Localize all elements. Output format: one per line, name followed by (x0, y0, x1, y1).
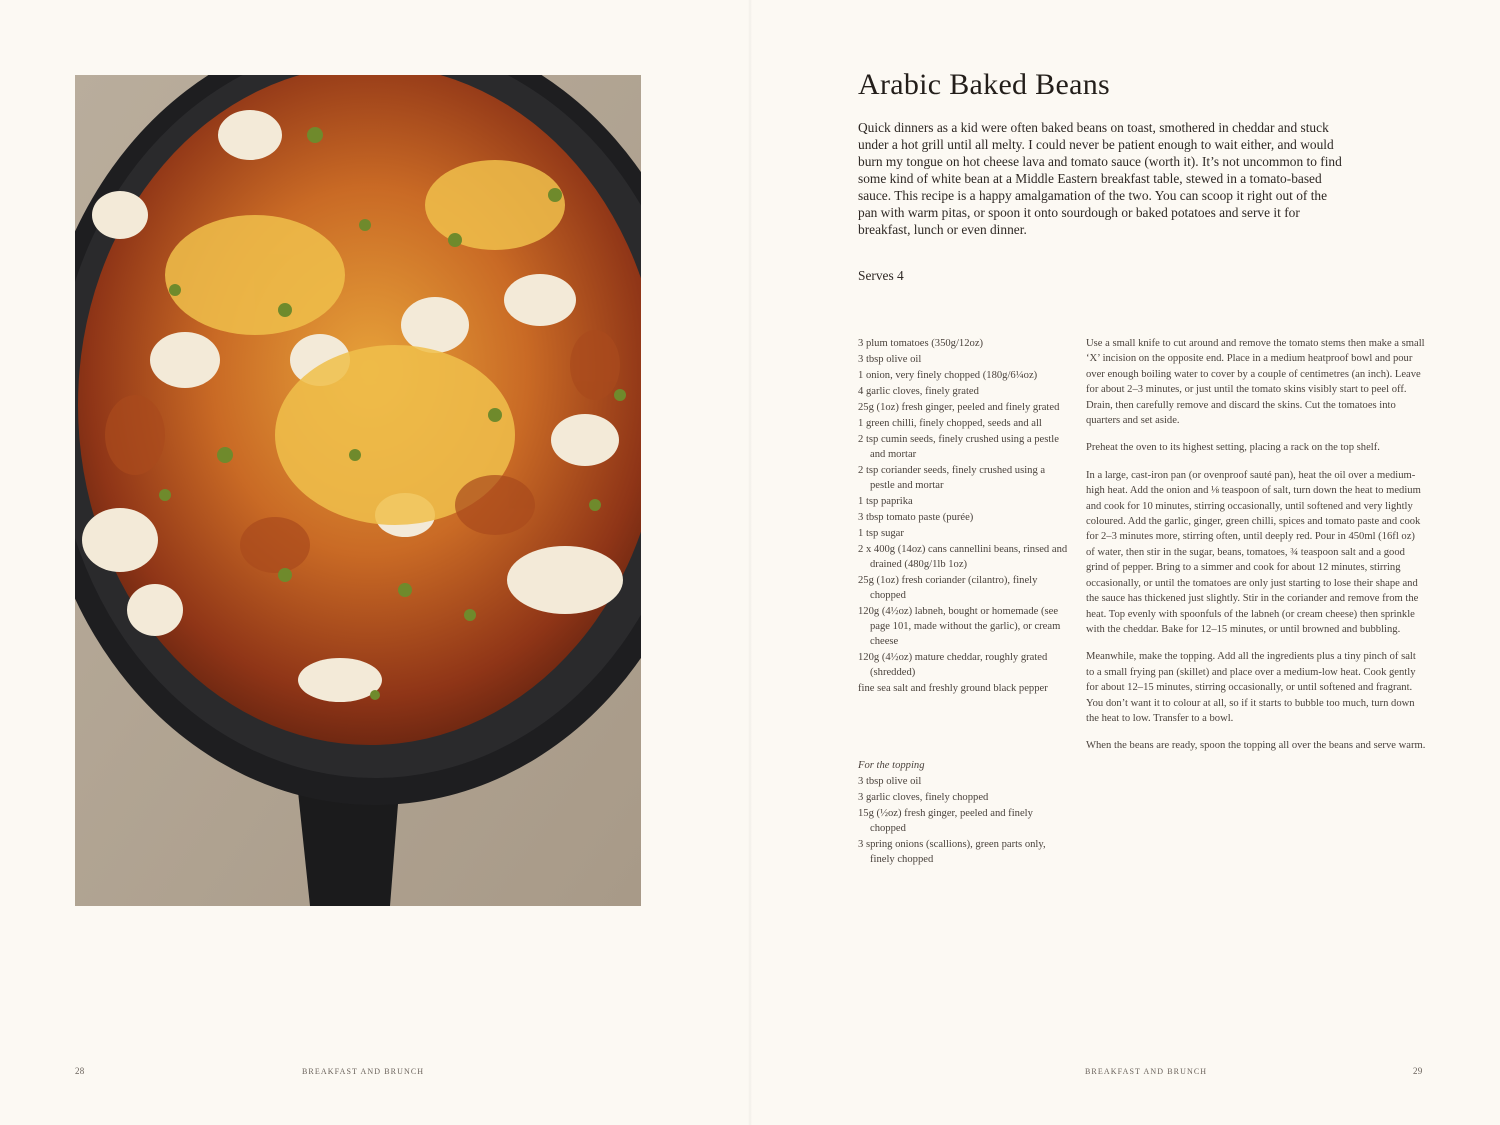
method-step: Preheat the oven to its highest setting, placing a rack on the top shelf. (1086, 442, 1380, 454)
ingredient-item: 1 green chilli, finely chopped, seeds and all (858, 418, 1042, 429)
method-step: Meanwhile, make the topping. Add all the ingredients plus a tiny pinch of salt to a small frying pan (skillet) and place over a medium-low heat. Cook gently for about 12–15 minutes, stirring occasionally, or until softened and fragrant. You don’t want it to colour at all, so if it starts to bubble too much, turn down the heat to low. Transfer to a bowl. (1086, 651, 1416, 724)
ingredient-item: 2 x 400g (14oz) cans cannellini beans, rinsed and drained (480g/1lb 1oz) (858, 544, 1068, 570)
ingredient-item: 1 tsp sugar (858, 528, 904, 539)
method-step: In a large, cast-iron pan (or ovenproof sauté pan), heat the oil over a medium-high heat. Add the onion and ⅛ teaspoon of salt, turn down the heat to medium and cook for 10 minutes, stirring occasionally, until softened and very lightly coloured. Add the garlic, ginger, green chilli, spices and tomato paste and cook for 2–3 minutes more, stirring often, until deeply red. Pour in 450ml (16fl oz) of water, then stir in the sugar, beans, tomatoes, ¾ teaspoon salt and a good grind of pepper. Bring to a simmer and cook for about 12 minutes, stirring occasionally, or until the tomatoes are only just starting to lose their shape and the sauce has thickened just slightly. Stir in the coriander and remove from the heat. Top evenly with spoonfuls of the labneh (or cream cheese) then sprinkle with the cheddar. Bake for 12–15 minutes, or until browned and bubbling. (1086, 469, 1421, 635)
topping-item: 15g (½oz) fresh ginger, peeled and finely chopped (858, 808, 1033, 834)
recipe-title: Arabic Baked Beans (858, 68, 1110, 101)
ingredient-item: 25g (1oz) fresh ginger, peeled and finely grated (858, 402, 1060, 413)
ingredient-item: 120g (4½oz) labneh, bought or homemade (see page 101, made without the garlic), or cream cheese (858, 606, 1061, 647)
right-page-number: 29 (1413, 1066, 1423, 1076)
ingredient-item: 4 garlic cloves, finely grated (858, 386, 979, 397)
ingredient-item: 1 onion, very finely chopped (180g/6¼oz) (858, 370, 1038, 381)
ingredients-list (858, 336, 1068, 697)
page-gutter (748, 0, 752, 1125)
ingredient-item: 3 plum tomatoes (350g/12oz) (858, 338, 984, 349)
right-running-footer: BREAKFAST AND BRUNCH (1085, 1067, 1208, 1076)
ingredient-item: 3 tbsp tomato paste (purée) (858, 512, 974, 523)
serves-count: Serves 4 (858, 268, 904, 283)
topping-heading: For the topping (858, 760, 925, 771)
topping-item: 3 spring onions (scallions), green parts only, finely chopped (858, 839, 1046, 865)
recipe-intro: Quick dinners as a kid were often baked beans on toast, smothered in cheddar and stuck under a hot grill until all melty. I could never be patient enough to wait either, and would burn my tongue on hot cheese lava and tomato sauce (worth it). It’s not uncommon to find some kind of white bean at a Middle Eastern breakfast table, stewed in a tomato-based sauce. This recipe is a happy amalgamation of the two. You can scoop it right out of the pan with warm pitas, or spoon it onto sourdough or baked potatoes and serve it for breakfast, lunch or even dinner. (858, 120, 1342, 237)
topping-item: 3 garlic cloves, finely chopped (858, 792, 989, 803)
recipe-photo (75, 75, 641, 906)
topping-ingredients (858, 758, 1068, 868)
ingredient-item: 25g (1oz) fresh coriander (cilantro), finely chopped (858, 575, 1038, 601)
method-step: Use a small knife to cut around and remove the tomato stems then make a small ‘X’ incision on the opposite end. Place in a medium heatproof bowl and pour over enough boiling water to cover by a couple of centimetres (an inch). Leave for about 2–3 minutes, or just until the tomato skins visibly start to peel off. Drain, then carefully remove and discard the skins. Cut the tomatoes into quarters and set aside. (1086, 338, 1425, 427)
ingredient-item: 1 tsp paprika (858, 496, 913, 507)
left-running-footer: BREAKFAST AND BRUNCH (302, 1067, 425, 1076)
ingredient-item: 120g (4½oz) mature cheddar, roughly grated (shredded) (858, 652, 1048, 678)
method-steps (1086, 336, 1426, 766)
ingredient-item: 3 tbsp olive oil (858, 354, 922, 365)
topping-list (858, 774, 1068, 867)
method-step: When the beans are ready, spoon the topping all over the beans and serve warm. (1086, 740, 1426, 752)
left-page-number: 28 (75, 1066, 85, 1076)
topping-item: 3 tbsp olive oil (858, 776, 922, 787)
ingredient-item: 2 tsp coriander seeds, finely crushed using a pestle and mortar (858, 465, 1046, 491)
ingredient-item: 2 tsp cumin seeds, finely crushed using a pestle and mortar (858, 434, 1059, 460)
ingredient-item: fine sea salt and freshly ground black pepper (858, 683, 1048, 694)
